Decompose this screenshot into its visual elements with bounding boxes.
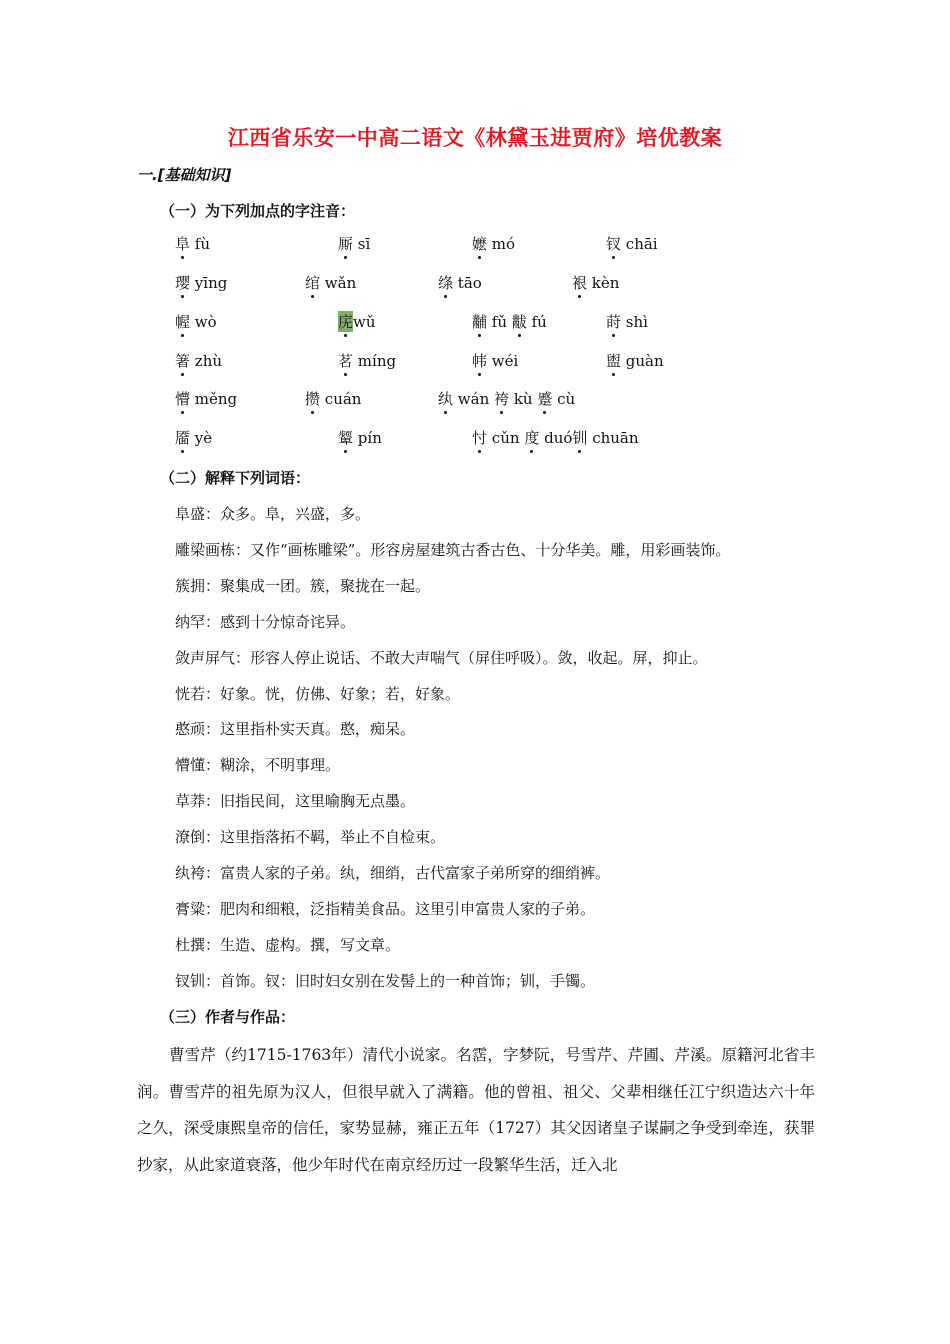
pinyin-item: 靥 yè [175,429,213,447]
gloss-line: 纳罕：感到十分惊奇诧异。 [175,613,356,631]
gloss-line: 敛声屏气：形容人停止说话、不敢大声喘气（屏住呼吸）。敛，收起。屏，抑止。 [175,649,708,667]
pinyin-heading: （一）为下列加点的字注音： [160,202,356,220]
section-heading-basics: 一.[基础知识] [137,166,232,184]
pinyin-item: 幄 wò [175,313,217,331]
pinyin-item: 阜 fù [175,235,211,253]
author-heading: （三）作者与作品： [160,1008,296,1026]
gloss-line: 杜撰：生造、虚构。撰，写文章。 [175,936,401,954]
pinyin-item: 绾 wǎn [305,274,357,292]
gloss-line: 簇拥：聚集成一团。簇，聚拢在一起。 [175,577,431,595]
author-paragraph: 曹雪芹（约1715-1763年）清代小说家。名霑，字梦阮，号雪芹、芹圃、芹溪。原籍河北省丰润。曹雪芹的祖先原为汉人，但很早就入了满籍。他的曾祖、祖父、父辈相继任江宁织造达六十年之久，深受康熙皇帝的信任，家势显赫，雍正五年（1727）其父因诸皇子谋嗣之争受到牵连，获罪抄家，从此家道衰落，他少年时代在南京经历过一段繁华生活，迁入北 [137,1046,815,1174]
gloss-line: 恍若：好象。恍，仿佛、好象；若，好象。 [175,685,461,703]
gloss-line: 憨顽：这里指朴实天真。憨，痴呆。 [175,720,416,738]
pinyin-item: 裉 kèn [572,274,620,292]
pinyin-item: 嬷 mó [472,235,516,253]
pinyin-item: 攒 cuán [305,390,362,408]
gloss-line: 草莽：旧指民间，这里喻胸无点墨。 [175,792,416,810]
gloss-line: 钗钏：首饰。钗：旧时妇女别在发髻上的一种首饰；钏，手镯。 [175,972,596,990]
pinyin-item: 盥 guàn [606,352,664,370]
gloss-line: 雕梁画栋：又作“画栋雕梁”。形容房屋建筑古香古色、十分华美。雕，用彩画装饰。 [175,541,731,559]
pinyin-item: 厮 sī [338,235,371,253]
document-title: 江西省乐安一中高二语文《林黛玉进贾府》培优教案 [227,126,723,150]
pinyin-item: 绦 tāo [438,274,482,292]
pinyin-item: 箸 zhù [175,352,223,370]
pinyin-item: 纨 wán 袴 kù 蹙 cù [438,390,576,408]
pinyin-item: 莳 shì [606,313,648,331]
pinyin-item: 璎 yīng [175,274,228,292]
pinyin-item: 懵 měng [175,390,238,408]
pinyin-item: 帏 wéi [472,352,519,370]
pinyin-item: 庑wǔ [338,313,376,331]
gloss-line: 阜盛：众多。阜，兴盛，多。 [175,505,371,523]
pinyin-item: 茗 míng [338,352,397,370]
pinyin-item: 颦 pín [338,429,382,447]
gloss-heading: （二）解释下列词语： [160,469,311,487]
gloss-line: 纨袴：富贵人家的子弟。纨，细绡，古代富家子弟所穿的细绡裤。 [175,864,611,882]
gloss-line: 膏粱：肥肉和细粮，泛指精美食品。这里引申富贵人家的子弟。 [175,900,596,918]
pinyin-item: 忖 cǔn 度 duó钏 chuān [472,429,639,447]
pinyin-item: 黼 fǔ 黻 fú [472,313,547,331]
gloss-line: 潦倒：这里指落拓不羁，举止不自检束。 [175,828,446,846]
gloss-line: 懵懂：糊涂，不明事理。 [175,756,341,774]
pinyin-item: 钗 chāi [606,235,658,253]
